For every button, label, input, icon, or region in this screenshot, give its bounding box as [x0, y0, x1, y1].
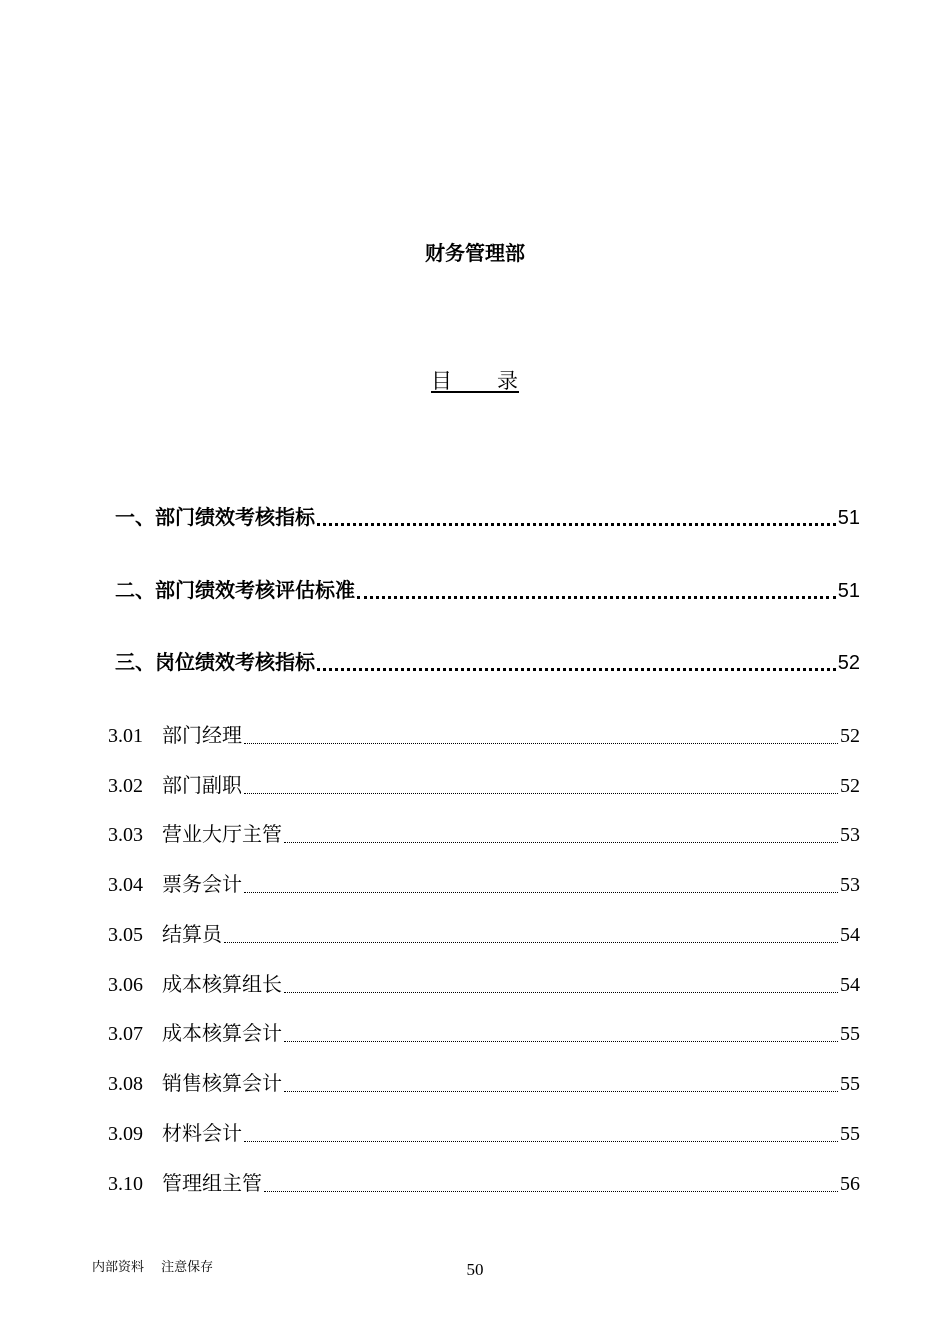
toc-sub-label: 营业大厅主管: [162, 822, 282, 846]
toc-dot-leader: [357, 596, 836, 599]
toc-sub-item-3-08[interactable]: [108, 1068, 860, 1098]
toc-page-number: 53: [840, 824, 860, 846]
toc-sub-label: 部门经理: [162, 723, 242, 747]
toc-page-number: 56: [840, 1173, 860, 1195]
toc-main-label: 一、部门绩效考核指标: [115, 505, 315, 529]
toc-heading-text: 目 录: [431, 369, 519, 393]
toc-page-number: 51: [837, 507, 860, 529]
toc-sub-number: 3.07: [108, 1023, 143, 1045]
toc-sub-item-3-05[interactable]: [108, 919, 860, 949]
toc-page-number: 54: [840, 974, 860, 996]
toc-page-number: 51: [837, 580, 860, 602]
toc-dot-leader: [284, 1091, 838, 1092]
toc-sub-label: 销售核算会计: [162, 1071, 282, 1095]
toc-sub-item-3-01[interactable]: [108, 720, 860, 750]
toc-page-number: 55: [840, 1123, 860, 1145]
toc-dot-leader: [264, 1191, 838, 1192]
footer-page-number: 50: [466, 1260, 484, 1279]
toc-main-item-1[interactable]: [115, 502, 860, 532]
toc-dot-leader: [244, 743, 838, 744]
toc-dot-leader: [317, 523, 836, 526]
toc-page-number: 52: [840, 725, 860, 747]
toc-sub-number: 3.04: [108, 874, 143, 896]
toc-sub-label: 材料会计: [162, 1121, 242, 1145]
toc-sub-item-3-10[interactable]: [108, 1168, 860, 1198]
department-title: 财务管理部: [425, 241, 525, 265]
toc-sub-label: 票务会计: [162, 872, 242, 896]
toc-sub-item-3-07[interactable]: [108, 1018, 860, 1048]
toc-sub-number: 3.10: [108, 1173, 143, 1195]
toc-dot-leader: [317, 668, 836, 671]
toc-page-number: 52: [837, 652, 860, 674]
toc-sub-number: 3.02: [108, 775, 143, 797]
toc-page-number: 55: [840, 1073, 860, 1095]
toc-sub-number: 3.03: [108, 824, 143, 846]
toc-sub-label: 结算员: [162, 922, 222, 946]
toc-sub-label: 成本核算组长: [162, 972, 282, 996]
toc-page-number: 52: [840, 775, 860, 797]
toc-sub-label: 成本核算会计: [162, 1021, 282, 1045]
toc-dot-leader: [224, 942, 838, 943]
toc-dot-leader: [244, 793, 838, 794]
toc-sub-number: 3.06: [108, 974, 143, 996]
toc-sub-item-3-06[interactable]: [108, 969, 860, 999]
toc-sub-item-3-03[interactable]: [108, 819, 860, 849]
toc-dot-leader: [244, 1141, 838, 1142]
toc-sub-number: 3.08: [108, 1073, 143, 1095]
toc-sub-item-3-09[interactable]: [108, 1118, 860, 1148]
toc-main-item-3[interactable]: [115, 647, 860, 677]
toc-sub-number: 3.01: [108, 725, 143, 747]
toc-page-number: 54: [840, 924, 860, 946]
toc-main-label: 三、岗位绩效考核指标: [115, 650, 315, 674]
toc-sub-label: 部门副职: [162, 773, 242, 797]
toc-sub-number: 3.05: [108, 924, 143, 946]
footer-confidential-note: 内部资料 注意保存: [92, 1260, 214, 1275]
toc-page-number: 55: [840, 1023, 860, 1045]
toc-page-number: 53: [840, 874, 860, 896]
toc-sub-item-3-02[interactable]: [108, 770, 860, 800]
toc-sub-number: 3.09: [108, 1123, 143, 1145]
toc-sub-item-3-04[interactable]: [108, 869, 860, 899]
toc-main-label: 二、部门绩效考核评估标准: [115, 578, 355, 602]
toc-dot-leader: [284, 992, 838, 993]
toc-sub-label: 管理组主管: [162, 1171, 262, 1195]
toc-dot-leader: [244, 892, 838, 893]
toc-dot-leader: [284, 842, 838, 843]
toc-main-item-2[interactable]: [115, 575, 860, 605]
toc-dot-leader: [284, 1041, 838, 1042]
